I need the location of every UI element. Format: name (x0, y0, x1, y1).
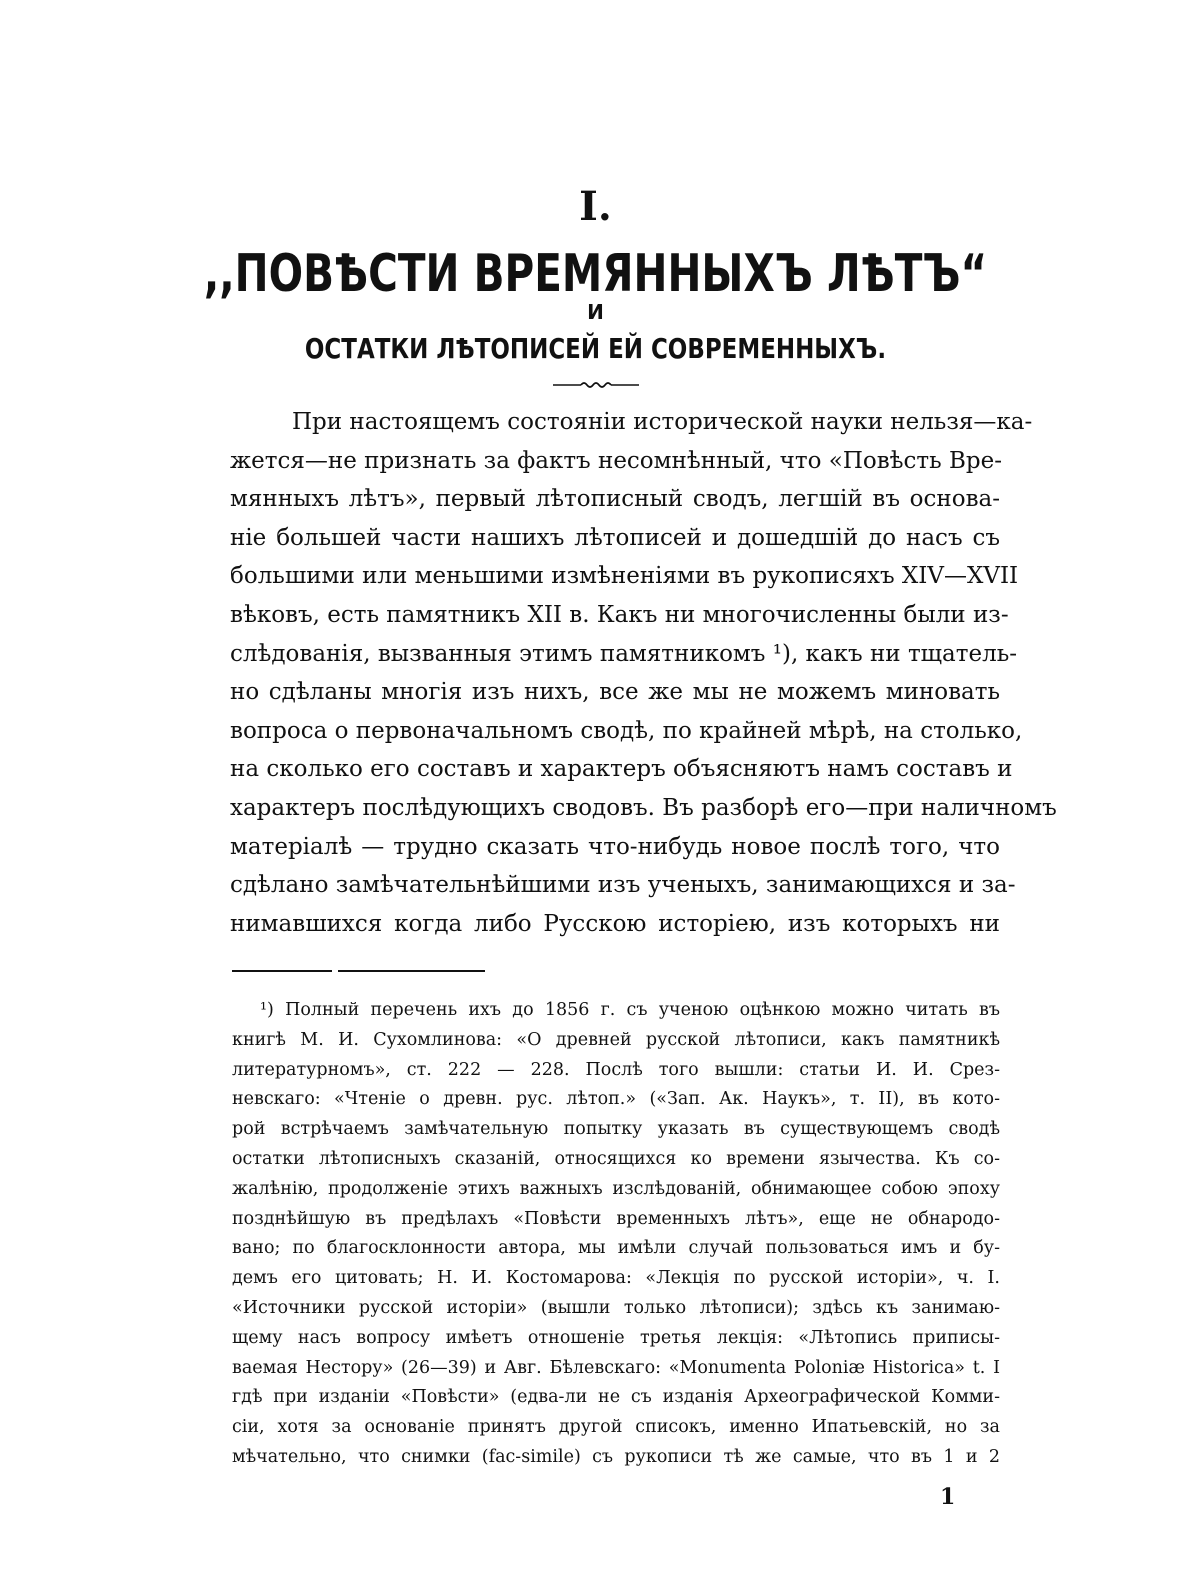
footnote-separator (232, 970, 485, 972)
body-line: сдѣлано замѣчательнѣйшими изъ ученыхъ, занимающихся и за- (230, 872, 1016, 899)
body-line: нимавшихся когда либо Русскою исторіею, изъ которыхъ ни (230, 910, 1000, 937)
footnote-line: жалѣнію, продолженіе этихъ важныхъ изслѣдованій, обнимающее собою эпоху (232, 1178, 1000, 1199)
body-line: но сдѣланы многія изъ нихъ, все же мы не можемъ миновать (230, 679, 1000, 706)
chapter-subtitle: ОСТАТКИ ЛѢТОПИСЕЙ ЕЙ СОВРЕМЕННЫХЪ. (304, 332, 887, 365)
footnote-line: литературномъ», ст. 222 — 228. Послѣ того вышли: статьи И. И. Срез- (232, 1059, 1000, 1080)
body-line: большими или меньшими измѣненіями въ рукописяхъ XIV—XVII (230, 563, 1019, 590)
body-line: мянныхъ лѣтъ», первый лѣтописный сводъ, легшій въ основа- (230, 486, 1000, 513)
footnote-line: книгѣ М. И. Сухомлинова: «О древней русской лѣтописи, какъ памятникѣ (232, 1029, 1000, 1050)
footnote-line: «Источники русской исторіи» (вышли только лѣтописи); здѣсь къ занимаю- (232, 1297, 1000, 1318)
footnote-line: вано; по благосклонности автора, мы имѣли случай пользоваться имъ и бу- (232, 1238, 1000, 1259)
footnote-line: рой встрѣчаемъ замѣчательную попытку указать въ существующемъ сводѣ (232, 1119, 1000, 1140)
chapter-number: I. (579, 183, 612, 230)
body-line: ніе большей части нашихъ лѣтописей и дошедшій до насъ съ (230, 524, 1000, 551)
body-line: вопроса о первоначальномъ сводѣ, по крайней мѣрѣ, на столько, (230, 717, 1023, 744)
footnote-line: ¹) Полный перечень ихъ до 1856 г. съ ученою оцѣнкою можно читать въ (260, 1000, 1000, 1020)
footnote-line: гдѣ при изданіи «Повѣсти» (едва-ли не съ изданія Археографической Комми- (232, 1387, 1000, 1408)
body-line: характеръ послѣдующихъ сводовъ. Въ разборѣ его—при наличномъ (230, 794, 1057, 821)
body-line: матеріалѣ — трудно сказать что-нибудь новое послѣ того, что (230, 833, 1000, 860)
body-line: на сколько его составъ и характеръ объясняютъ намъ составъ и (230, 756, 1013, 783)
body-line: При настоящемъ состояніи исторической науки нельзя—ка- (292, 409, 1033, 435)
footnote-line: невскаго: «Чтеніе о древн. рус. лѣтоп.» («Зап. Ак. Наукъ», т. II), въ кото- (232, 1089, 1000, 1110)
chapter-title: ,,ПОВѢСТИ ВРЕМЯННЫХЪ ЛѢТЪ“ (203, 244, 988, 304)
footnote-line: позднѣйшую въ предѣлахъ «Повѣсти временныхъ лѣтъ», еще не обнародо- (232, 1208, 1000, 1229)
body-line: слѣдованія, вызванныя этимъ памятникомъ ¹), какъ ни тщатель- (230, 640, 1017, 667)
footnote-line: остатки лѣтописныхъ сказаній, относящихся ко времени язычества. Къ со- (232, 1148, 1000, 1169)
body-line: жется—не признать за фактъ несомнѣнный, что «Повѣсть Вре- (230, 447, 1002, 474)
footnote-text (232, 996, 1000, 1473)
body-line: вѣковъ, есть памятникъ XII в. Какъ ни многочисленны были из- (230, 601, 1009, 628)
footnote-line: мѣчательно, что снимки (fac-simile) съ рукописи тѣ же самые, что въ 1 и 2 (232, 1446, 1000, 1467)
main-body-text (230, 403, 1057, 943)
footnote-line: щему насъ вопросу имѣетъ отношеніе третья лекція: «Лѣтопись приписы- (232, 1327, 1000, 1348)
decorative-rule-ornament-icon (553, 379, 639, 391)
footnote-line: демъ его цитовать; Н. И. Костомарова: «Лекція по русской исторіи», ч. I. (232, 1268, 1000, 1289)
footnote-line: сіи, хотя за основаніе принятъ другой списокъ, именно Ипатьевскій, но за (232, 1417, 1000, 1438)
title-conjunction: И (587, 300, 604, 324)
page-number: 1 (940, 1484, 956, 1510)
footnote-line: ваемая Нестору» (26—39) и Авг. Бѣлевскаго: «Monumenta Poloniæ Historica» t. I (232, 1357, 1000, 1378)
